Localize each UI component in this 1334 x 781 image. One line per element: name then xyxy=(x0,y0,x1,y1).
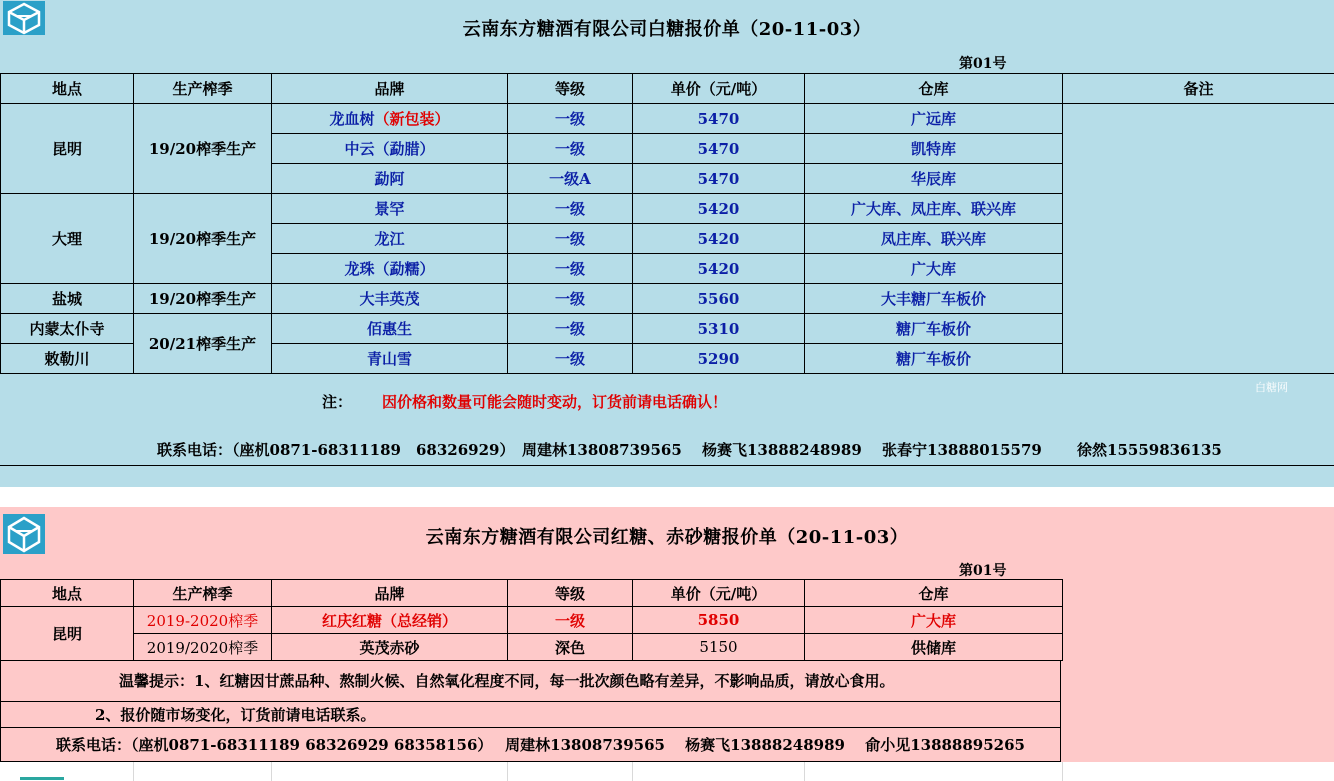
season-cell: 2019-2020榨季 xyxy=(134,607,272,634)
grade-cell: 一级A xyxy=(508,164,633,194)
price-cell: 5150 xyxy=(633,634,805,661)
header-location: 地点 xyxy=(1,74,134,104)
table-row xyxy=(1,634,1063,661)
warehouse-cell: 广大库、凤庄库、联兴库 xyxy=(805,194,1063,224)
brand-cell: 龙珠（勐糯） xyxy=(272,254,508,284)
price-cell: 5310 xyxy=(633,314,805,344)
header-brand: 品牌 xyxy=(272,580,508,607)
header-warehouse: 仓库 xyxy=(805,580,1063,607)
grade-cell: 一级 xyxy=(508,134,633,164)
table-row xyxy=(1,607,1063,634)
remark-cell xyxy=(1063,104,1334,374)
header-grade: 等级 xyxy=(508,74,633,104)
brown-sugar-price-table xyxy=(0,579,1063,661)
header-season: 生产榨季 xyxy=(134,580,272,607)
header-grade: 等级 xyxy=(508,580,633,607)
tip-line-1: 温馨提示：1、红糖因甘蔗品种、熬制火候、自然氧化程度不同，每一批次颜色略有差异，不影响品质，请放心食用。 xyxy=(0,660,1061,702)
location-cell: 大理 xyxy=(1,194,134,284)
location-cell: 盐城 xyxy=(1,284,134,314)
warehouse-cell: 凯特库 xyxy=(805,134,1063,164)
grade-cell: 一级 xyxy=(508,314,633,344)
warehouse-cell: 广远库 xyxy=(805,104,1063,134)
brand-cell: 勐阿 xyxy=(272,164,508,194)
season-cell: 19/20榨季生产 xyxy=(134,104,272,194)
warehouse-cell: 糖厂车板价 xyxy=(805,314,1063,344)
header-remark: 备注 xyxy=(1063,74,1334,104)
header-price: 单价（元/吨） xyxy=(633,74,805,104)
brand-cell: 红庆红糖（总经销） xyxy=(272,607,508,634)
location-cell: 昆明 xyxy=(1,607,134,661)
grade-cell: 一级 xyxy=(508,194,633,224)
price-cell: 5470 xyxy=(633,164,805,194)
table-header-row xyxy=(1,74,1334,104)
price-cell: 5420 xyxy=(633,194,805,224)
brand-cell: 英茂赤砂 xyxy=(272,634,508,661)
table-header-row xyxy=(1,580,1063,607)
document-number: 第01号 xyxy=(959,56,1007,72)
price-cell: 5560 xyxy=(633,284,805,314)
brand-name: 龙血树 xyxy=(329,110,375,128)
gridline xyxy=(133,762,134,781)
price-cell: 5420 xyxy=(633,254,805,284)
grade-cell: 一级 xyxy=(508,607,633,634)
watermark-text: 白糖网 xyxy=(1255,381,1288,394)
header-season: 生产榨季 xyxy=(134,74,272,104)
white-sugar-price-table xyxy=(0,73,1334,374)
location-cell: 内蒙太仆寺 xyxy=(1,314,134,344)
location-cell: 昆明 xyxy=(1,104,134,194)
gridline xyxy=(507,762,508,781)
document-number: 第01号 xyxy=(959,563,1007,579)
gridline xyxy=(804,762,805,781)
season-cell: 19/20榨季生产 xyxy=(134,284,272,314)
brand-cell: 佰惠生 xyxy=(272,314,508,344)
grade-cell: 一级 xyxy=(508,344,633,374)
header-warehouse: 仓库 xyxy=(805,74,1063,104)
price-list-title: 云南东方糖酒有限公司白糖报价单（20-11-03） xyxy=(462,19,872,40)
contact-info: 联系电话：（座机0871-68311189 68326929 68358156） 周建林13808739565 杨赛飞13888248989 俞小见13888895265 xyxy=(0,728,1061,762)
brand-cell: 中云（勐腊） xyxy=(272,134,508,164)
brand-cell: 大丰英茂 xyxy=(272,284,508,314)
partial-logo-fragment xyxy=(20,777,64,780)
section-divider xyxy=(0,465,1334,466)
spreadsheet-gridlines xyxy=(0,762,1334,781)
contact-info: 联系电话：（座机0871-68311189 68326929） 周建林13808739565 杨赛飞13888248989 张春宁13888015579 徐然15559836135 xyxy=(157,441,1222,459)
grade-cell: 一级 xyxy=(508,284,633,314)
brown-sugar-panel xyxy=(0,507,1334,762)
grade-cell: 一级 xyxy=(508,104,633,134)
tip-line-2: 2、报价随市场变化，订货前请电话联系。 xyxy=(0,702,1061,728)
price-cell: 5470 xyxy=(633,104,805,134)
note-text: 因价格和数量可能会随时变动，订货前请电话确认！ xyxy=(382,393,728,411)
warehouse-cell: 大丰糖厂车板价 xyxy=(805,284,1063,314)
header-location: 地点 xyxy=(1,580,134,607)
header-price: 单价（元/吨） xyxy=(633,580,805,607)
table-row xyxy=(1,104,1334,134)
location-cell: 敕勒川 xyxy=(1,344,134,374)
grade-cell: 一级 xyxy=(508,224,633,254)
header-brand: 品牌 xyxy=(272,74,508,104)
brand-cell: 景罕 xyxy=(272,194,508,224)
warehouse-cell: 糖厂车板价 xyxy=(805,344,1063,374)
brand-cell: 青山雪 xyxy=(272,344,508,374)
warehouse-cell: 华辰库 xyxy=(805,164,1063,194)
warehouse-cell: 广大库 xyxy=(805,254,1063,284)
grade-cell: 一级 xyxy=(508,254,633,284)
price-cell: 5420 xyxy=(633,224,805,254)
brand-cell: 龙江 xyxy=(272,224,508,254)
season-cell: 20/21榨季生产 xyxy=(134,314,272,374)
price-cell: 5850 xyxy=(633,607,805,634)
season-cell: 19/20榨季生产 xyxy=(134,194,272,284)
gridline xyxy=(271,762,272,781)
price-cell: 5290 xyxy=(633,344,805,374)
brand-cell xyxy=(272,104,508,134)
warehouse-cell: 供储库 xyxy=(805,634,1063,661)
gridline xyxy=(1062,762,1063,781)
price-cell: 5470 xyxy=(633,134,805,164)
brand-note: （新包装） xyxy=(374,110,450,128)
grade-cell: 深色 xyxy=(508,634,633,661)
gridline xyxy=(632,762,633,781)
warehouse-cell: 广大库 xyxy=(805,607,1063,634)
note-label: 注： xyxy=(322,393,353,411)
season-cell: 2019/2020榨季 xyxy=(134,634,272,661)
price-list-title: 云南东方糖酒有限公司红糖、赤砂糖报价单（20-11-03） xyxy=(425,527,909,548)
warehouse-cell: 凤庄库、联兴库 xyxy=(805,224,1063,254)
